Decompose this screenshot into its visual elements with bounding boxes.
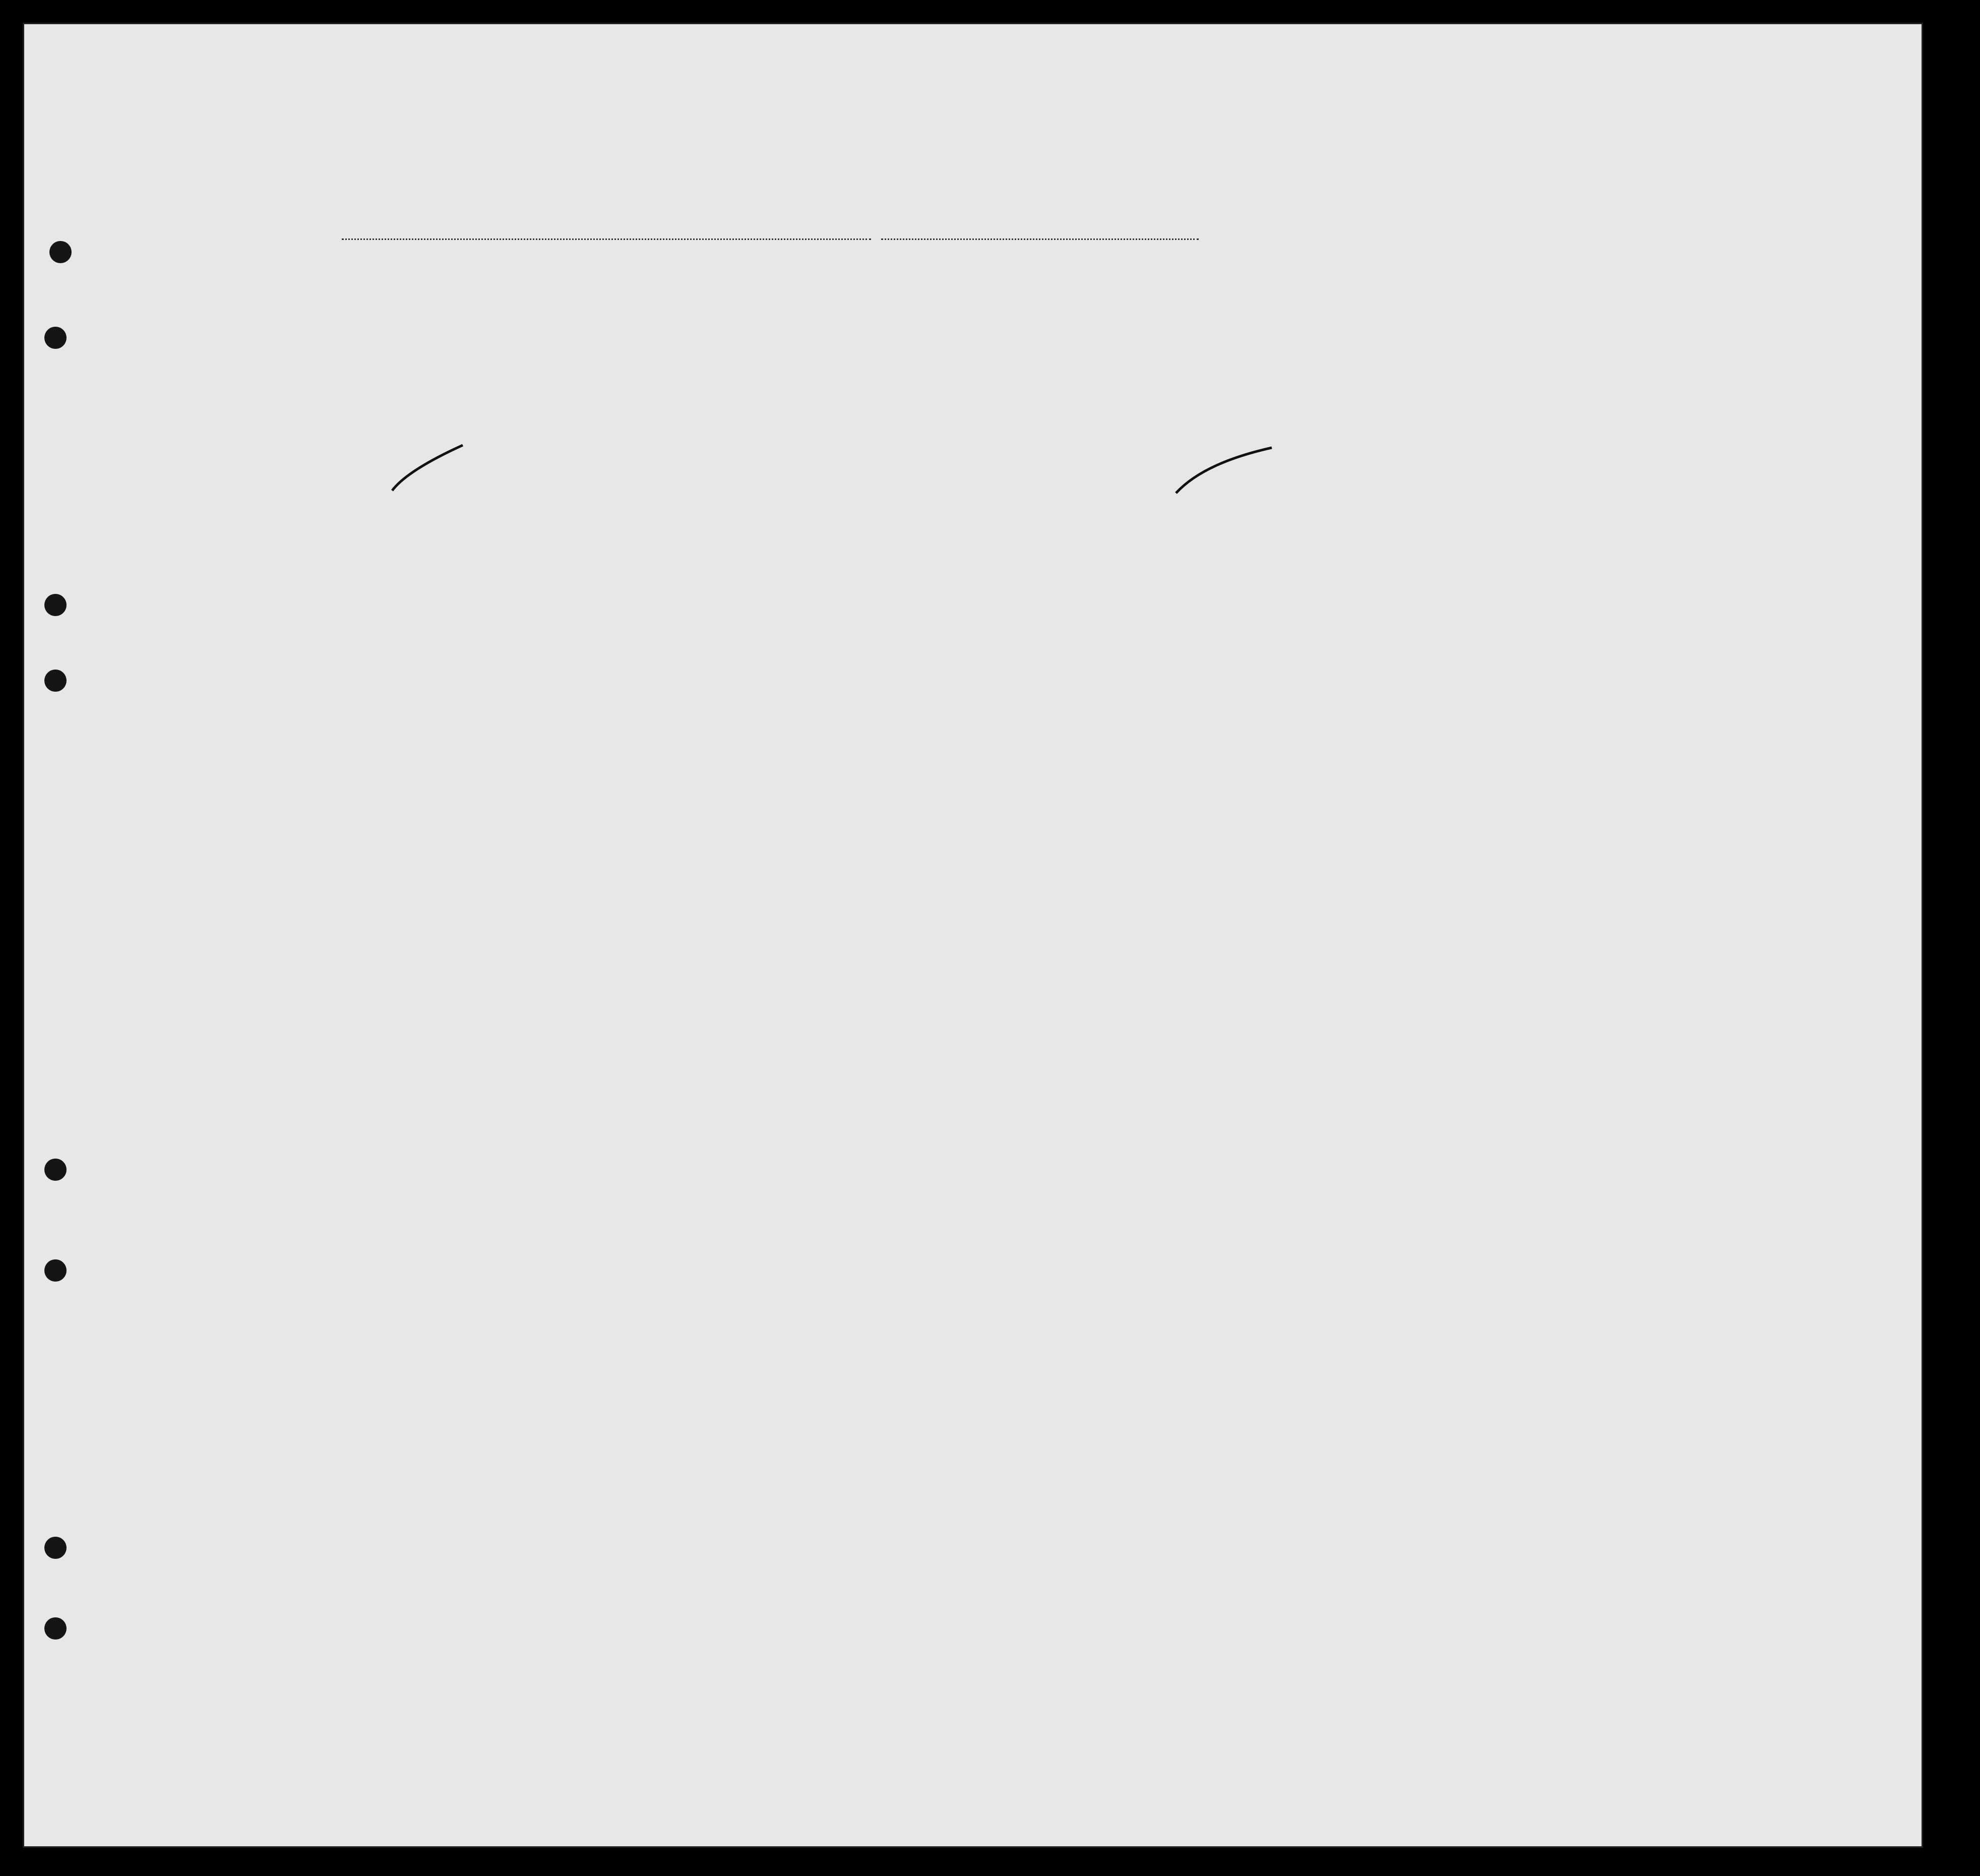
- hdr-contract-labor: [1405, 299, 1443, 438]
- binder-hole: [44, 594, 67, 616]
- binder-hole: [44, 1159, 67, 1181]
- binder-hole: [44, 327, 67, 349]
- binder-hole: [44, 1259, 67, 1282]
- hdr-anarchist: [1331, 299, 1359, 438]
- hdr-deported: [1451, 299, 1491, 438]
- binder-hole: [44, 670, 67, 692]
- binder-hole: [44, 1617, 67, 1640]
- manifest-sheet: [23, 23, 1923, 1848]
- hdr-purpose-a: [1121, 299, 1151, 438]
- hdr-possession: [694, 291, 719, 433]
- tick-mark-2: [1173, 443, 1274, 498]
- hdr-feet: [1634, 397, 1654, 438]
- hdr-charity: [1274, 299, 1305, 438]
- ruled-grid: [24, 24, 1923, 1848]
- hdr-purpose-b: [1184, 299, 1214, 438]
- hdr-ticket: [574, 291, 599, 433]
- binder-hole: [44, 1537, 67, 1559]
- port-line: [342, 238, 871, 240]
- hdr-inches: [1657, 397, 1678, 438]
- date-line: [881, 238, 1199, 240]
- binder-hole: [49, 241, 72, 263]
- hdr-polygamist: [1306, 299, 1334, 438]
- hdr-purpose-c: [1242, 299, 1272, 438]
- tick-mark-1: [387, 435, 468, 496]
- hdr-q28: [1357, 299, 1398, 438]
